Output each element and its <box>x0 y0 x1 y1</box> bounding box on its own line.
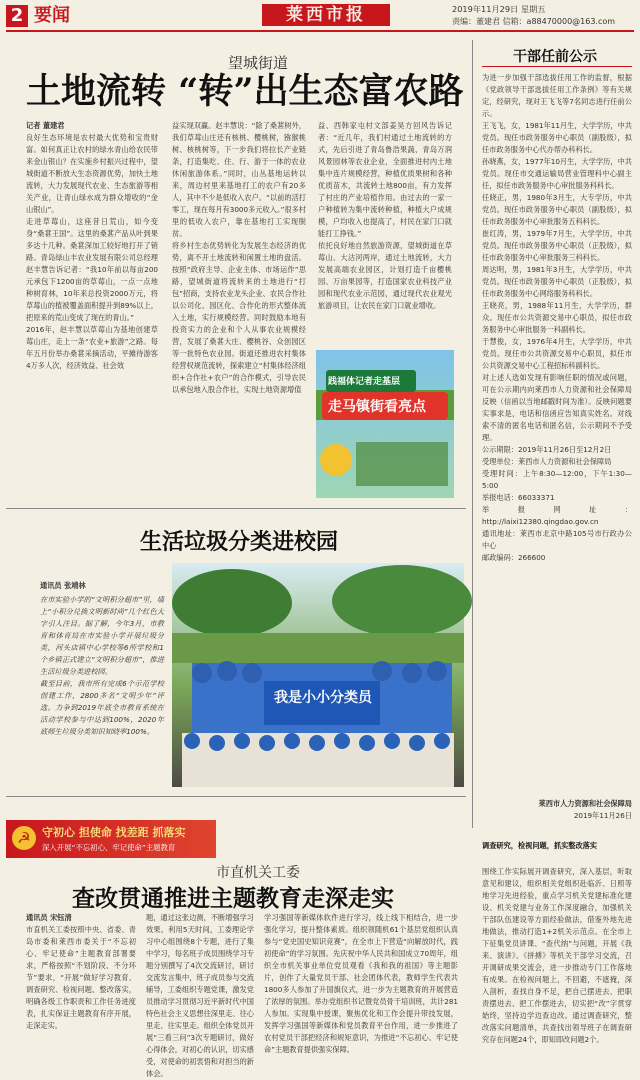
slogan-line-1: 守初心 担使命 找差距 抓落实 <box>42 826 186 839</box>
bottom-byline: 通讯员 宋钰清 <box>26 913 72 922</box>
notice-body: 为进一步加强干部选拔任用工作的监督，根据《党政领导干部选拔任用工作条例》等有关规定，经研究，现对王飞飞等7名同志进行任前公示。 王飞飞，女，1981年11月生，大学学历，中共党员。现任市政务服务中心职员（副股级），拟任市政务服务中心代办帮办科科长。 孙晓燕，女，1977年10月生，大学学历，中共党员。现任市交通运输局营业管理科中心副主任，拟任市政务服务中心审批服务科科长。 任晓正，男，1980年3月生，大专学历，中共党员。现任市政务服务中心职员（副股级），拟任市政务服务中心审批服务五科科长。 崔红涛，男，1979年7月生，大学学历，中共党员。现任市政务服务中心职员（正股级），拟任市政务服务中心审批服务三科科长。 周达明，男，1981年3月生，大学学历，中共党员。现任市政务服务中心职员（正股级），拟任市政务服务中心网络服务科科长。 王晓亮，男，1988年11月生，大学学历，群众。现任市公共资源交易中心职员，拟任市政务服务中心审批服务一科副科长。 于慧俊，女，1976年4月生，大学学历，中共党员。现任市公共资源交易中心职员，拟任市公共资源交易中心工程招标科副科长。 对上述人选如发现有影响任职的情况或问题，可在公示期内向莱西市人力资源和社会保障局反映（信函以当地邮戳时间为准）。反映问题要实事求是，电话和信函应告知真实姓名。对线索不清的匿名电话和匿名信，公示期间不予受理。 公示期限：2019年11月26日至12月2日 受理单位：莱西市人力资源和社会保障局 受理时间：上午8:30—12:00，下午1:30—5:00 举报电话：66033371 举报网址：http://laixi12380.qingdao.gov.cn 通讯地址：莱西市北京中路105号市行政办公中心 邮政编码：266600 <box>482 73 632 562</box>
garbage-headline: 生活垃圾分类进校园 <box>140 529 339 555</box>
garbage-banner-text: 我是小小分类员 <box>274 690 372 706</box>
right-column-rule <box>472 40 473 828</box>
editor-line: 责编：董建君 信箱：a88470000@163.com <box>452 17 616 26</box>
lead-kicker: 望城街道 <box>228 54 289 72</box>
promo-banner <box>316 350 454 498</box>
issue-date: 2019年11月29日 星期五 <box>452 4 546 14</box>
bottom-kicker: 市直机关工委 <box>216 865 300 881</box>
lead-col-3: 益、西韩家屯村文部姜昊方回风告诉记者：“近几年，我们村通过土地流转的方式，先后引进了青岛鲁浩果蔬、青岛万润风景园林等农业企业，全面推进村内土地集中连片规模经营，种植优质果树和各种优质苗木，共流转土地800亩，有力发挥了村庄的产业培植作用。由过去的一家一户种植转为集中流转种植，种植大户成规模，户均收入也提高了，村民在家门口就能打工挣钱。” 依托良好地自然旅游资源，望城街道在草莓山、大沽河两岸，通过土地流转，大力发展高端农业园区，计划打造千亩樱桃园、万亩果园等，打造国家农业科技产业园和现代农业示范园，通过现代农业观光旅游项目，让农民在家门口就业增收。 <box>318 121 452 310</box>
page-number: 2 <box>10 5 24 26</box>
lead-col-2: 益实现双赢。赵丰慧说：“除了桑葚树外，我们草莓山庄还有核桃、樱桃树，猕猴桃树、核桃树等，下一步我们将拉长产业链条，打造集吃、住、行、游于一体的农业休闲旅游体系。”同时，山丛基地运转以来，周边村里来基地打工的农户有20多人，其中不少是低收入农户。“以前的活打零工，现在每月有3000多元收入。”很多村里的低收入农户，靠在基地打工实现脱贫。 将乡村生态优势转化为发展生态经济的优势，离不开土地流转和闲置土地的盘活。按照“政府主导、企业主体、市场运作”思路，望城街道将流转来的土地进行“打包”招商，支持农业龙头企业、农民合作社以公司化、园区化、合作化的形式整体流入土地，实行规模经营。同时鼓励本地有投资实力的企业和个人从事农业规模经营，发展了桑葚大庄、樱桃谷、众创园区等一批特色农业园。街道还推进农村集体经营权规范流转，探索建立“村集体经济组织+合作社+农户”的合作模式，引导农民以承包地入股合作社，实现土地资源增值 <box>172 121 306 394</box>
lead-col-1: 良好生态环境是农村最大优势和宝贵财富。如何真正让农村的绿水青山给农民带来金山银山？在实施乡村振兴过程中，望城街道不断放大生态资源优势，加快土地流转，大力发展现代农业、生态旅游等相关产业，让青山绿水成为群众增收的“金山银山”。 走进草莓山，这座昔日荒山，如今变身“桑葚王国”。这里的桑葚产品从叶到果多达十几种。桑葚深加工较好地打开了销路。青岛绿山丰农业发展有限公司总经理赵丰慧告诉记者：“我10年前以每亩200元承包下1200亩的草莓山，一点一点地种树育林，10年来总投资2000万元，将草莓山的植被覆盖面积提升到89%以上，把原来的荒山变成了现在的青山。” 2016年，赵丰慧以草莓山为基地创建草莓山庄，走上一条“农业+旅游”之路。每年五月份举办桑葚采摘活动，平摊待游客4万多人次，经济效益、社会效 <box>26 133 158 370</box>
lead-headline: 土地流转 “转”出生态富农路 <box>26 71 464 112</box>
notice-title: 干部任前公示 <box>513 49 597 65</box>
party-emblem-icon: ☭ <box>12 826 36 850</box>
bottom-col-3: 学习强国等新媒体软件进行学习，线上线下相结合，进一步强化学习，提升整体素质。组织领随机61个基层党组织认真参与“党史国史知识竞赛”，在全市上下营造“向解放时代，践初使命”的学习氛围。先庆祝中华人民共和国成立70周年，组织全市机关事业单位党员观看《我和我的祖国》等主题影片，创作了大量党员干部、社会团体代表，教师学生代表共1800多人参加了升国旗仪式，进一步为主题教育的开展营造了浓厚的氛围。举办党组织书记暨党员骨干培训班，共计281人参加。实现集中授课，聚焦优化和工作会提升带技发展，发挥学习强国等新媒体和党员教育平台作用，进一步推进了农村党员干部把经济和规矩意识，为推进“不忘初心、牢记使命”主题教育提供强实保障。 <box>264 913 458 1054</box>
slogan-line-2: 深入开展“不忘初心、牢记使命”主题教育 <box>42 843 176 852</box>
bottom-headline: 查改贯通推进主题教育走深走实 <box>72 885 394 912</box>
slogan-banner <box>6 820 216 858</box>
lead-divider <box>6 508 466 509</box>
lead-byline: 记者 董建君 <box>26 121 65 130</box>
bottom-col-2: 题，通过这张边测，不断增强学习效果。利用5天时间，工委理论学习中心组围绕8个专题，进行了集中学习，每名班子成员围绕学习专题分别撰写了4次交流研讨，研讨交流发言集中，班子成员参与交流辅导，工委组织专题党课，激发党员推动学习贯彻习近平新时代中国特色社会主义思想往深里走、往心里走、往实里走。组织全体党员开展“三看三问”3次专题研讨，做好心得体会，对初心的认识，切实感受，对使命的初衷悟和对担当的新体会。 <box>146 913 254 1078</box>
header-rule <box>6 30 634 32</box>
promo-art <box>316 350 454 498</box>
page-number-box <box>6 5 28 27</box>
bottom-col-1-intro: 市直机关工委按照中央、省委、青岛市委和莱西市委关于“不忘初心、牢记使命”主题教育部署要求，严格按照“不划阶段、不分环节”要求，“开展”做好学习教育、调查研究、检视问题、整改落实，明确各级工作职责和工作任务进度表，扎实保证主题教育有序开展，走深走实。 <box>26 925 136 1030</box>
garbage-byline: 通讯员 张靖林 <box>40 581 86 590</box>
notice-date: 2019年11月26日 <box>573 811 632 820</box>
garbage-photo-art <box>172 563 464 787</box>
masthead: 莱西市报 <box>262 4 390 26</box>
garbage-photo <box>172 563 464 787</box>
section-title: 要闻 <box>34 5 70 26</box>
garbage-divider <box>6 796 466 797</box>
promo-line-2: 走马镇街看亮点 <box>328 399 426 415</box>
notice-title-rule <box>482 66 632 67</box>
garbage-body: 在市实验小学的“文明积分超市”里，墙上“小积分兑换文明新时尚”几个红色大字引人注目。据了解，今年3月，市教育和体育局在市实验小学开展垃圾分类，河头店镇中心学校等6所学校和1个乡镇正式建立“文明积分超市”，推进生活垃圾分类进校园。 截至目前，我市所有完成6个示范学校创建工作，2800多名“文明少年”评选。力争到2019年底全市教育系统在活动学校参与中达到100%，2020年底师生垃圾分类知识知晓率100%。 <box>40 595 164 736</box>
notice-signature: 莱西市人力资源和社会保障局 <box>538 799 632 808</box>
bottom-col-4: 围绕工作实际展开调查研究，深入基层，听取意见和建议，组织相关党组织赴临沂、日照等地学习先进经验，重点学习机关党建标准化建设、机关党建与业务工作深度融合，加强机关干部队伍建设等方面经验做法，借鉴外地先进地做法，推动打造1+2机关示范点。在全市上下征集党员讲课、“查代纳”与问题，开展《我来、演讲》、《拼搏》等机关干部学习交流，召开调研成果交流会，进一步推动专门工作落地有成果。在检视问题上，不回避，不遮掩，深入剖析，查找自身不足，把自己摆进去、把职责摆进去、把工作摆进去，切实把“改”字贯穿始终，坚持边学边查边改。通过调查研究，整改落实问题清单，共查找出领导班子在调查研究存在问题24个，即知即改问题2个。 <box>482 867 632 1044</box>
bottom-col-4-head: 调查研究，检视问题，抓实整改落实 <box>482 841 598 850</box>
promo-line-1: 践福体记者走基层 <box>328 377 401 387</box>
